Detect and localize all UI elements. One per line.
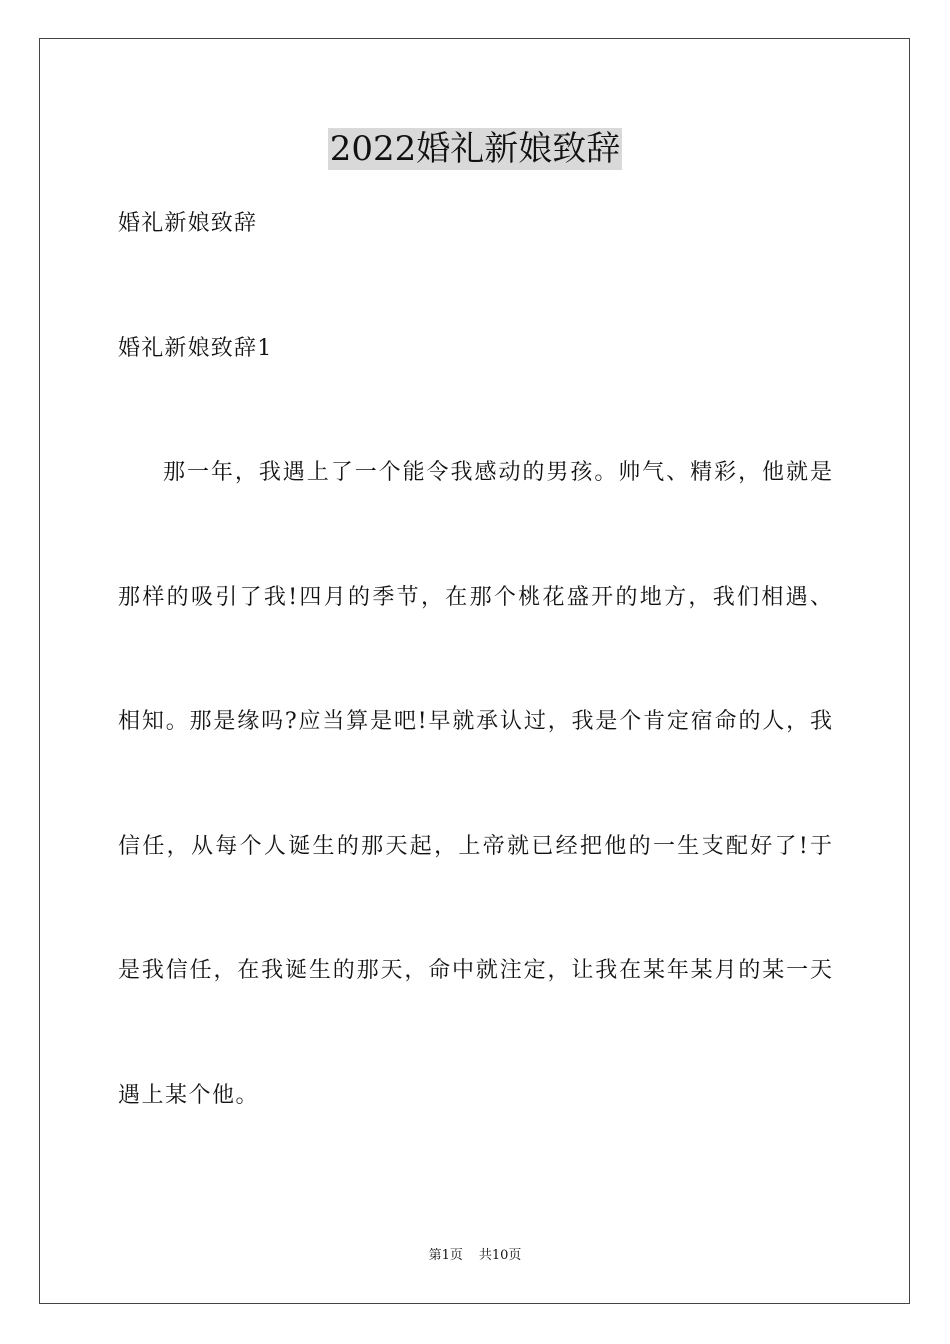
paragraph-line: 是我信任，在我诞生的那天，命中就注定，让我在某年某月的某一天 [118, 958, 832, 983]
page-footer [0, 1247, 950, 1265]
document-title: 2022婚礼新娘致辞 [329, 129, 621, 169]
title-container [0, 128, 950, 170]
document-heading: 婚礼新娘致辞 [118, 211, 258, 236]
section-heading: 婚礼新娘致辞1 [118, 336, 273, 361]
paragraph-line: 相知。那是缘吗?应当算是吧!早就承认过，我是个肯定宿命的人，我 [118, 709, 832, 734]
page-number: 第1页 [428, 1248, 463, 1263]
page-total: 共10页 [478, 1248, 522, 1263]
paragraph-line: 那一年，我遇上了一个能令我感动的男孩。帅气、精彩，他就是 [163, 460, 832, 485]
paragraph-line: 信任，从每个人诞生的那天起，上帝就已经把他的一生支配好了!于 [118, 834, 832, 859]
paragraph-line: 那样的吸引了我!四月的季节，在那个桃花盛开的地方，我们相遇、 [118, 585, 832, 610]
paragraph-line: 遇上某个他。 [118, 1083, 260, 1108]
